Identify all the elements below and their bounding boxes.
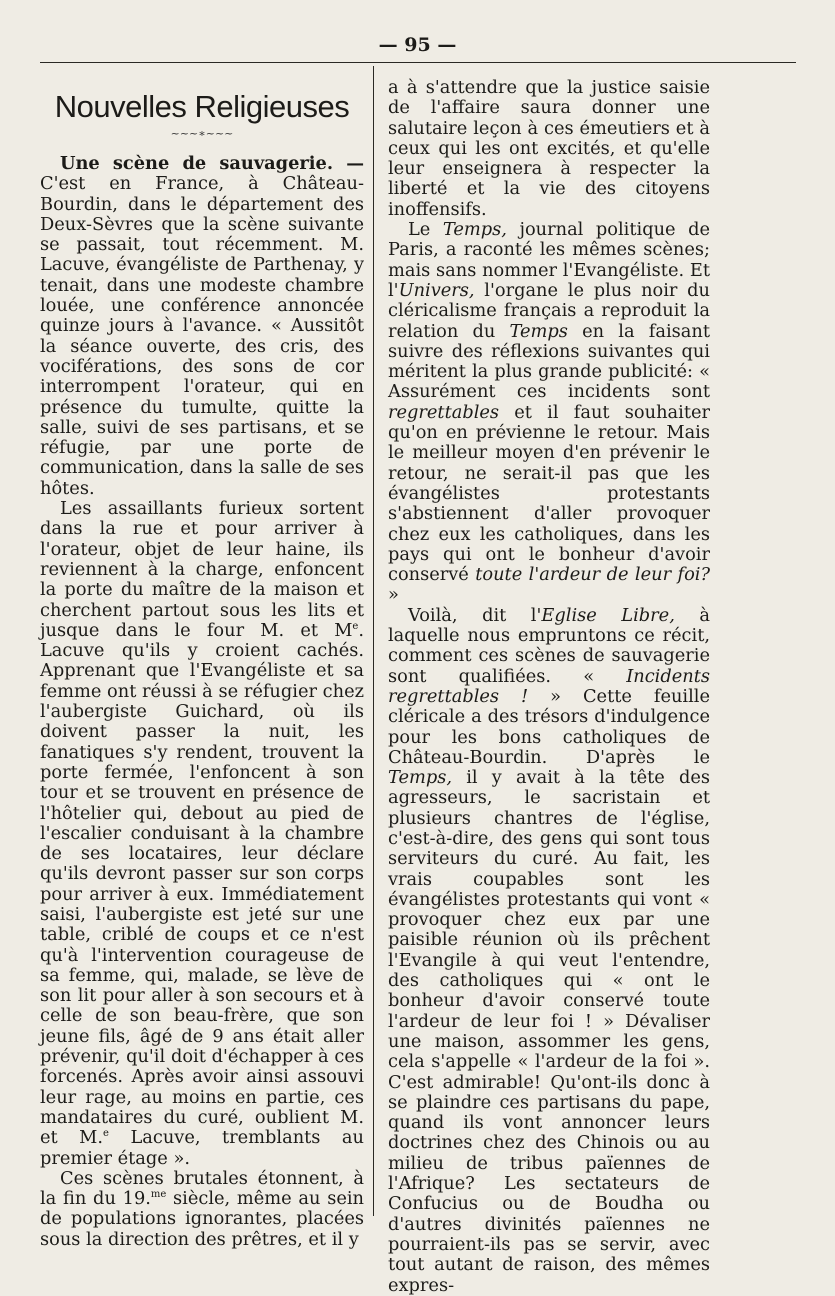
- italic-run: Eglise Libre,: [541, 604, 675, 626]
- text-run: . Lacuve qu'ils y croient cachés. Apprenant que l'Evangéliste et sa femme ont réussi à se réfugier chez l'aubergiste Guichard, où ils doivent passer la nuit, les fanatiques s'y rendent, trouvent la porte fermée, l'enfoncent à son tour et se trouvent en présence de l'hôtelier qui, debout au pied de l'escalier conduisant à la chambre de ses locataires, leur déclare qu'ils devront passer sur son corps pour arriver à eux. Immédiatement saisi, l'aubergiste est jeté sur une table, criblé de coups et ce n'est qu'à l'intervention courageuse de sa femme, qui, malade, se lève de son lit pour aller à son secours et à celle de son beau-frère, que son jeune fils, âgé de 9 ans était aller prévenir, qu'il doit d'échapper à ces forcenés. Après avoir ainsi assouvi leur rage, au moins en partie, ces mandataires du curé, oublient M. et M.: [40, 619, 364, 1149]
- paragraph: [388, 606, 710, 1296]
- superscript: me: [150, 1189, 167, 1201]
- article-lead: Une scène de sauvagerie. —: [60, 153, 364, 174]
- ornament-divider: ~~~∗~~~: [170, 127, 234, 140]
- italic-run: Temps,: [442, 219, 507, 241]
- text-run: Le: [408, 219, 443, 241]
- paragraph: [388, 220, 710, 606]
- text-run: siècle, même au sein de populations ignorantes, placées sous la direction des prêtres, et il y: [40, 1188, 364, 1250]
- text-run: Voilà, dit l': [408, 604, 542, 626]
- italic-run: regrettables: [388, 401, 500, 423]
- paragraph: [40, 499, 364, 1169]
- italic-run: toute l'ardeur de leur foi?: [475, 564, 710, 586]
- italic-run: Temps,: [388, 767, 453, 789]
- text-run: Les assaillants furieux sortent dans la rue et pour arriver à l'orateur, objet de leur haine, ils reviennent à la charge, enfoncent la porte du maître de la maison et cherchent partout sous les lits et jusque dans le four M. et M: [40, 498, 364, 641]
- text-run: l'organe le plus noir du cléricalisme français a reproduit la relation du: [388, 279, 710, 342]
- section-title: Nouvelles Religieuses: [54, 89, 350, 124]
- text-run: Ces scènes brutales étonnent, à la fin du 19.: [40, 1167, 364, 1210]
- text-run: C'est en France, à Château-Bourdin, dans le département des Deux-Sèvres que la scène suivante se passait, tout récemment. M. Lacuve, évangéliste de Parthenay, y tenait, dans une modeste chambre louée, une conférence annoncée quinze jours à l'avance. « Aussitôt la séance ouverte, des cris, des vociférations, des sons de cor interrompent l'orateur, qui en présence du tumulte, quitte la salle, suivi de ses partisans, et se réfugie, par une porte de communication, dans la salle de ses hôtes.: [40, 173, 364, 499]
- italic-run: Incidents regrettables !: [388, 665, 710, 707]
- italic-run: Univers,: [398, 279, 475, 301]
- text-run: journal politique de Paris, a raconté les mêmes scènes; mais sans nommer l'Evangéliste. Et l': [388, 219, 710, 301]
- text-run: il y avait à la tête des agresseurs, le sacristain et plusieurs chantres de l'église, c'est-à-dire, des gens qui sont tous serviteurs du curé. Au fait, les vrais coupables sont les évangélistes protestants qui vont « provoquer chez eux par une paisible réunion où ils prêchent l'Evangile à qui veut l'entendre, des catholiques qui « ont le bonheur d'avoir conservé toute l'ardeur de leur foi ! » Dévaliser une maison, assommer les gens, cela s'appelle « l'ardeur de la foi ». C'est admirable! Qu'ont-ils donc à se plaindre ces partisans du pape, quand ils vont annoncer leurs doctrines chez des Chinois ou au milieu de tribus païennes de l'Afrique? Les sectateurs de Confucius ou de Boudha ou d'autres divinités païennes ne pourraient-ils pas se servir, avec tout autant de raison, des mêmes expres-: [388, 767, 710, 1296]
- superscript: e: [103, 1128, 109, 1140]
- column-divider: [373, 66, 374, 1216]
- text-run: »: [388, 584, 399, 606]
- header-rule: [40, 62, 796, 63]
- paragraph-continued: a à s'attendre que la justice saisie de l'affaire saura donner une salutaire leçon à ces émeutiers et à ceux qui les ont excités, et qu'elle leur enseignera à respecter la liberté et la vie des citoyens inoffensifs.: [388, 77, 710, 220]
- superscript: e: [352, 620, 359, 632]
- right-column: [388, 78, 710, 1296]
- left-column: [40, 78, 364, 1250]
- paragraph: [40, 154, 364, 499]
- text-run: Lacuve, tremblants au premier étage ».: [40, 1127, 364, 1169]
- page-number: — 95 —: [378, 34, 457, 56]
- italic-run: Temps: [509, 320, 568, 342]
- text-run: » Cette feuille cléricale a des trésors d'indulgence pour les bons catholiques de Château-Bourdin. D'après le: [388, 685, 710, 768]
- text-run: en la faisant suivre des réflexions suivantes qui méritent la plus grande publicité: « Assurément ces incidents sont: [388, 320, 710, 403]
- text-run: et il faut souhaiter qu'on en prévienne le retour. Mais le meilleur moyen d'en prévenir le retour, ne serait-il pas que les évangélistes protestants s'abstiennent d'aller provoquer chez eux les catholiques, dans les pays qui ont le bonheur d'avoir conservé: [388, 401, 710, 586]
- text-run: à laquelle nous empruntons ce récit, comment ces scènes de sauvagerie sont qualifiées. «: [388, 604, 710, 687]
